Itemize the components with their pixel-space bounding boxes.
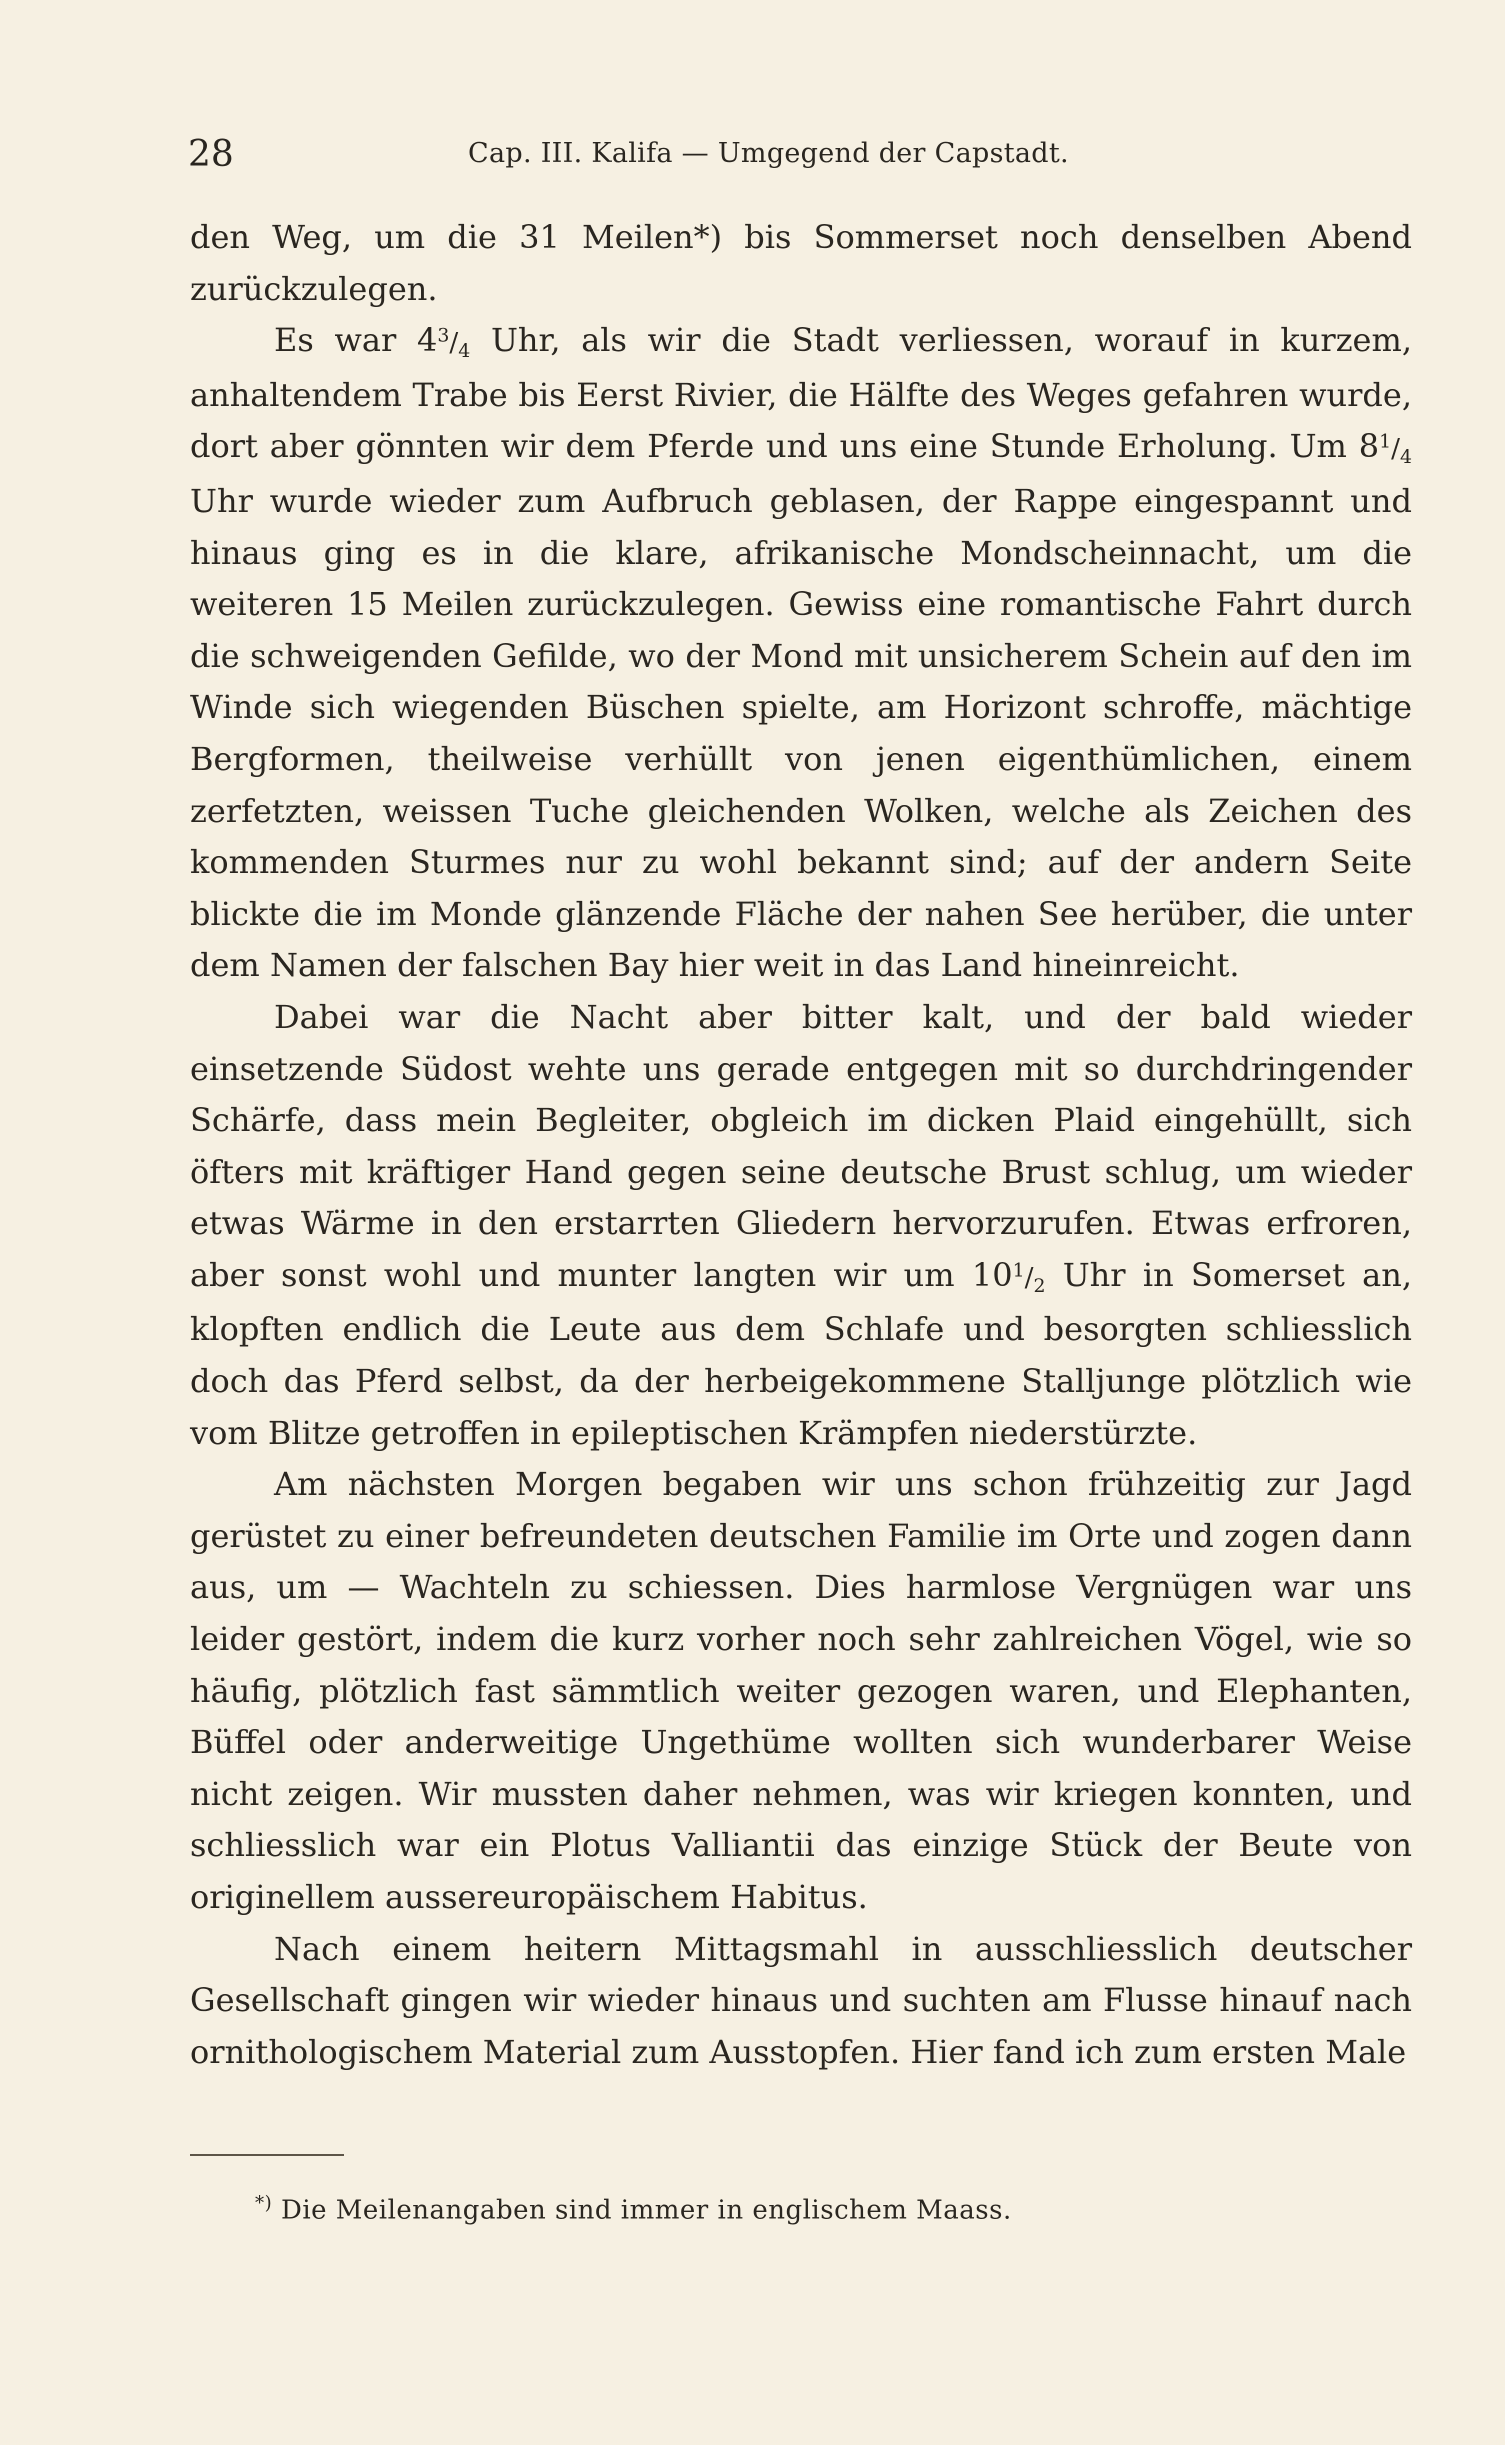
paragraph-4: Am nächsten Morgen begaben wir uns schon frühzeitig zur Jagd gerüstet zu einer befreundeten deutschen Familie im Orte und zogen dann aus, um — Wachteln zu schiessen. Dies harmlose Vergnügen war uns leider gestört, indem die kurz vorher noch sehr zahlreichen Vögel, wie so häufig, plötzlich fast sämmtlich weiter gezogen waren, und Elephanten, Büffel oder anderweitige Ungethüme wollten sich wunderbarer Weise nicht zeigen. Wir mussten daher nehmen, was wir kriegen konnten, und schliesslich war ein Plotus Valliantii das einzige Stück der Beute von originellem aussereuropäischem Habitus. (190, 1465, 1412, 1916)
paragraph-5: Nach einem heitern Mittagsmahl in ausschliesslich deutscher Gesellschaft gingen wir wieder hinaus und suchten am Flusse hinauf nach ornithologischem Material zum Ausstopfen. Hier fand ich zum ersten Male (190, 1929, 1412, 2071)
footnote-text: Die Meilenangaben sind immer in englischem Maass. (280, 2195, 1012, 2226)
body-text (190, 212, 1412, 2078)
fraction: $^3/_4$ (437, 324, 471, 363)
paragraph-3-text: Dabei war die Nacht aber bitter kalt, und der bald wieder einsetzende Südost wehte uns gerade entgegen mit so durchdringender Schärfe, dass mein Begleiter, obgleich im dicken Plaid eingehüllt, sich öfters mit kräftiger Hand gegen seine deutsche Brust schlug, um wieder etwas Wärme in den erstarrten Gliedern hervorzurufen. Etwas erfroren, aber sonst wohl und munter langten wir um 10 (190, 997, 1412, 1294)
footnote-rule (190, 2154, 344, 2156)
paragraph-1: den Weg, um die 31 Meilen*) bis Sommerset noch denselben Abend zurückzulegen. (190, 218, 1412, 308)
page-header (188, 130, 1413, 180)
fraction: $^1/_4$ (1379, 430, 1412, 469)
paragraph-2 (190, 315, 1412, 992)
paragraph-2-text: Es war 4 (274, 321, 438, 360)
footnote-marker: *) (255, 2193, 273, 2214)
footnote (255, 2184, 1012, 2231)
page-number: 28 (188, 134, 234, 175)
paragraph-2-text: Uhr wurde wieder zum Aufbruch geblasen, der Rappe eingespannt und hinaus ging es in die klare, afrikanische Mondscheinnacht, um die weiteren 15 Meilen zurückzulegen. Gewiss eine romantische Fahrt durch die schweigenden Gefilde, wo der Mond mit unsicherem Schein auf den im Winde sich wiegenden Büschen spielte, am Horizont schroffe, mächtige Bergformen, theilweise verhüllt von jenen eigenthümlichen, einem zerfetzten, weissen Tuche gleichenden Wolken, welche als Zeichen des kommenden Sturmes nur zu wohl bekannt sind; auf der andern Seite blickte die im Monde glänzende Fläche der nahen See herüber, die unter dem Namen der falschen Bay hier weit in das Land hineinreicht. (190, 481, 1412, 985)
running-title: Cap. III. Kalifa — Umgegend der Capstadt. (468, 138, 1069, 169)
paragraph-3-text: Uhr in Somerset an, klopften endlich die Leute aus dem Schlafe und besorgten schliesslich doch das Pferd selbst, da der herbeigekommene Stalljunge plötzlich wie vom Blitze getroffen in epileptischen Krämpfen niederstürzte. (190, 1255, 1413, 1452)
paragraph-3 (190, 992, 1412, 1459)
paragraph-2-text: Uhr, als wir die Stadt verliessen, worauf in kurzem, anhaltendem Trabe bis Eerst Rivier, die Hälfte des Weges gefahren wurde, dort aber gönnten wir dem Pferde und uns eine Stunde Erholung. Um 8 (190, 321, 1413, 466)
fraction: $^1/_2$ (1012, 1259, 1046, 1298)
